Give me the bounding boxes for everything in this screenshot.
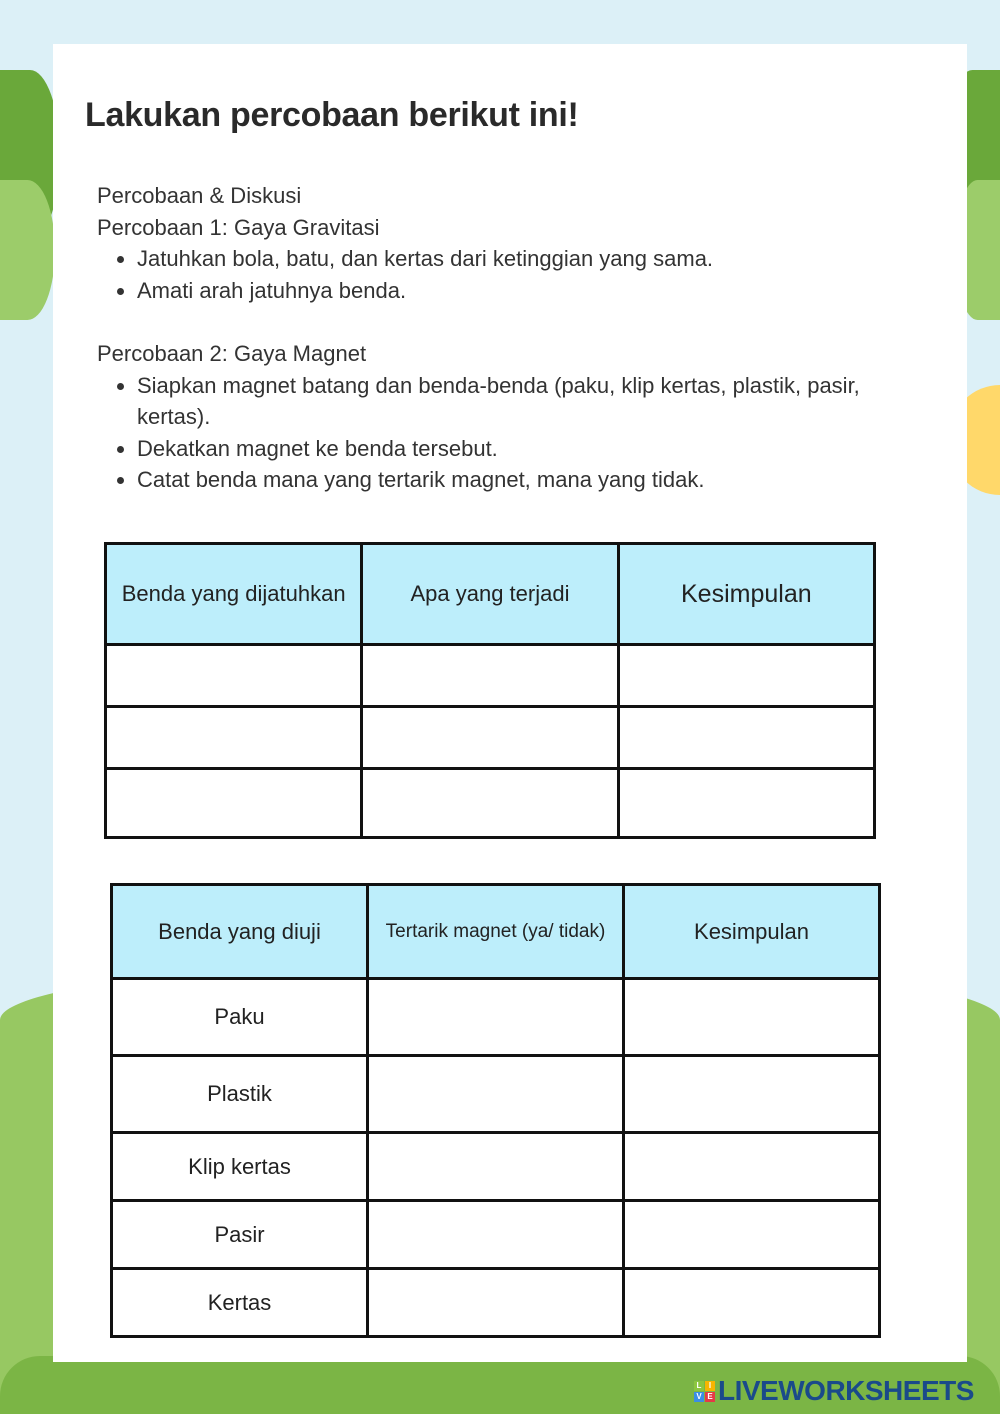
- answer-cell[interactable]: [624, 979, 880, 1056]
- table-row: [112, 1269, 880, 1337]
- table-row: [106, 707, 875, 769]
- intro-text: Percobaan & Diskusi: [97, 183, 302, 208]
- experiment2-steps: [97, 370, 877, 496]
- answer-cell[interactable]: [368, 979, 624, 1056]
- step: • Catat benda mana yang tertarik magnet, mana yang tidak.: [137, 464, 877, 496]
- object-cell: Klip kertas: [112, 1133, 368, 1201]
- experiment1-heading: Percobaan 1: Gaya Gravitasi: [97, 214, 380, 240]
- answer-cell[interactable]: [624, 1269, 880, 1337]
- column-header: Benda yang diuji: [112, 885, 368, 979]
- answer-cell[interactable]: [368, 1133, 624, 1201]
- step: • Siapkan magnet batang dan benda-benda (paku, klip kertas, plastik, pasir, kertas).: [137, 370, 877, 433]
- page-title: Lakukan percobaan berikut ini!: [85, 96, 579, 134]
- step: • Dekatkan magnet ke benda tersebut.: [137, 433, 877, 465]
- table-row: [112, 1133, 880, 1201]
- answer-cell[interactable]: [368, 1269, 624, 1337]
- column-header: Kesimpulan: [624, 885, 880, 979]
- answer-cell[interactable]: [368, 1056, 624, 1133]
- object-cell: Kertas: [112, 1269, 368, 1337]
- object-cell: Pasir: [112, 1201, 368, 1269]
- step: • Amati arah jatuhnya benda.: [137, 275, 877, 307]
- experiment1-steps: [97, 243, 877, 306]
- step: • Jatuhkan bola, batu, dan kertas dari ketinggian yang sama.: [137, 243, 877, 275]
- answer-cell[interactable]: [618, 707, 874, 769]
- logo-text: LIVEWORKSHEETS: [718, 1375, 974, 1406]
- table-row: [106, 645, 875, 707]
- table-row: [106, 769, 875, 838]
- answer-cell[interactable]: [368, 1201, 624, 1269]
- answer-cell[interactable]: [624, 1201, 880, 1269]
- answer-cell[interactable]: [624, 1133, 880, 1201]
- object-cell: Plastik: [112, 1056, 368, 1133]
- instructions: [97, 180, 877, 496]
- object-cell: Paku: [112, 979, 368, 1056]
- column-header: Tertarik magnet (ya/ tidak): [368, 885, 624, 979]
- answer-cell[interactable]: [106, 645, 362, 707]
- column-header: Apa yang terjadi: [362, 544, 618, 645]
- answer-cell[interactable]: [618, 769, 874, 838]
- experiment2-heading: Percobaan 2: Gaya Magnet: [97, 340, 367, 366]
- answer-cell[interactable]: [106, 707, 362, 769]
- answer-cell[interactable]: [618, 645, 874, 707]
- table-row: [112, 1201, 880, 1269]
- magnet-table: [110, 883, 881, 1338]
- answer-cell[interactable]: [106, 769, 362, 838]
- answer-cell[interactable]: [362, 769, 618, 838]
- logo-icon: L I V E: [694, 1381, 715, 1402]
- answer-cell[interactable]: [362, 707, 618, 769]
- liveworksheets-logo[interactable]: [694, 1375, 974, 1407]
- tree-left-light: [0, 180, 55, 320]
- table-row: [112, 979, 880, 1056]
- gravity-table: [104, 542, 876, 839]
- answer-cell[interactable]: [362, 645, 618, 707]
- answer-cell[interactable]: [624, 1056, 880, 1133]
- column-header: Kesimpulan: [618, 544, 874, 645]
- table-row: [112, 1056, 880, 1133]
- column-header: Benda yang dijatuhkan: [106, 544, 362, 645]
